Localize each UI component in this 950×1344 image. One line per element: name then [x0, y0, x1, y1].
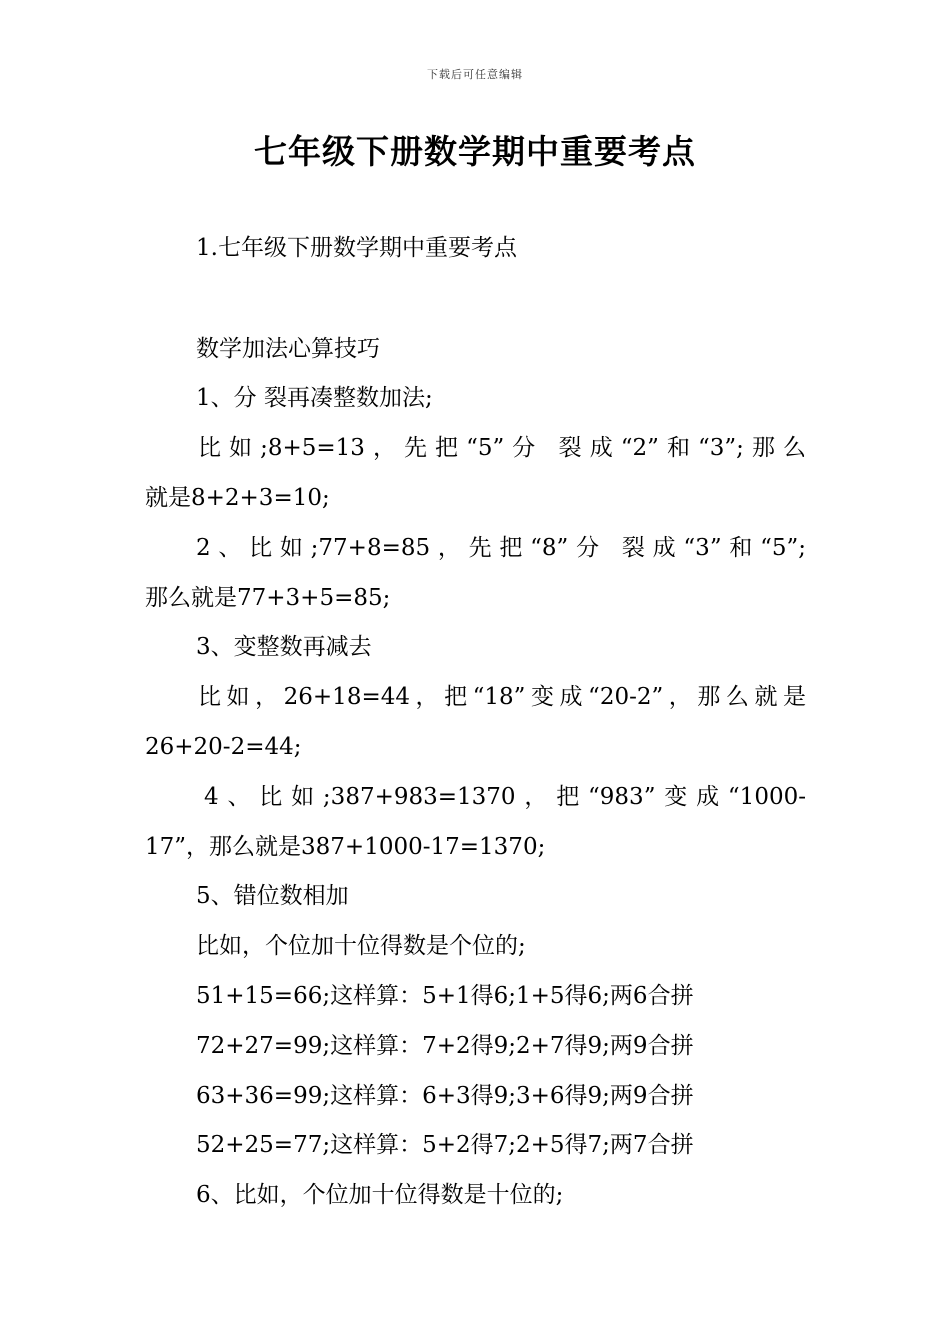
tip-1-example-line-2: 就是8+2+3=10;	[145, 485, 330, 511]
tip-3-example-line-1: 比如，26+18=44，把“18”变成“20-2”，那么就是	[198, 684, 806, 710]
subsection-heading: 数学加法心算技巧	[196, 336, 380, 362]
tip-1-heading: 1、分 裂再凑整数加法;	[196, 385, 433, 411]
tip-5-example-4: 52+25=77;这样算：5+2得7;2+5得7;两7合拼	[196, 1132, 694, 1158]
tip-1-example-line-1: 比如;8+5=13，先把“5”分 裂成“2”和“3”;那么	[198, 435, 806, 461]
tip-5-example-2: 72+27=99;这样算：7+2得9;2+7得9;两9合拼	[196, 1033, 694, 1059]
tip-5-example-3: 63+36=99;这样算：6+3得9;3+6得9;两9合拼	[196, 1083, 694, 1109]
tip-4-line-2: 17”，那么就是387+1000-17=1370;	[145, 834, 546, 860]
tip-2-line-2: 那么就是77+3+5=85;	[145, 585, 391, 611]
page-header: 下载后可任意编辑	[427, 68, 523, 81]
section-heading: 1.七年级下册数学期中重要考点	[196, 235, 517, 261]
tip-5-heading: 5、错位数相加	[196, 883, 349, 909]
document-title: 七年级下册数学期中重要考点	[254, 132, 696, 171]
tip-5-example-1: 51+15=66;这样算：5+1得6;1+5得6;两6合拼	[196, 983, 694, 1009]
tip-5-intro: 比如，个位加十位得数是个位的;	[196, 933, 526, 959]
tip-3-heading: 3、变整数再减去	[196, 634, 372, 660]
tip-6-heading: 6、比如，个位加十位得数是十位的;	[196, 1182, 564, 1208]
tip-4-line-1: 4、比如;387+983=1370，把“983”变成“1000-	[204, 784, 806, 810]
tip-2-line-1: 2、比如;77+8=85，先把“8”分 裂成“3”和“5”;	[196, 535, 806, 561]
tip-3-example-line-2: 26+20-2=44;	[145, 734, 302, 760]
